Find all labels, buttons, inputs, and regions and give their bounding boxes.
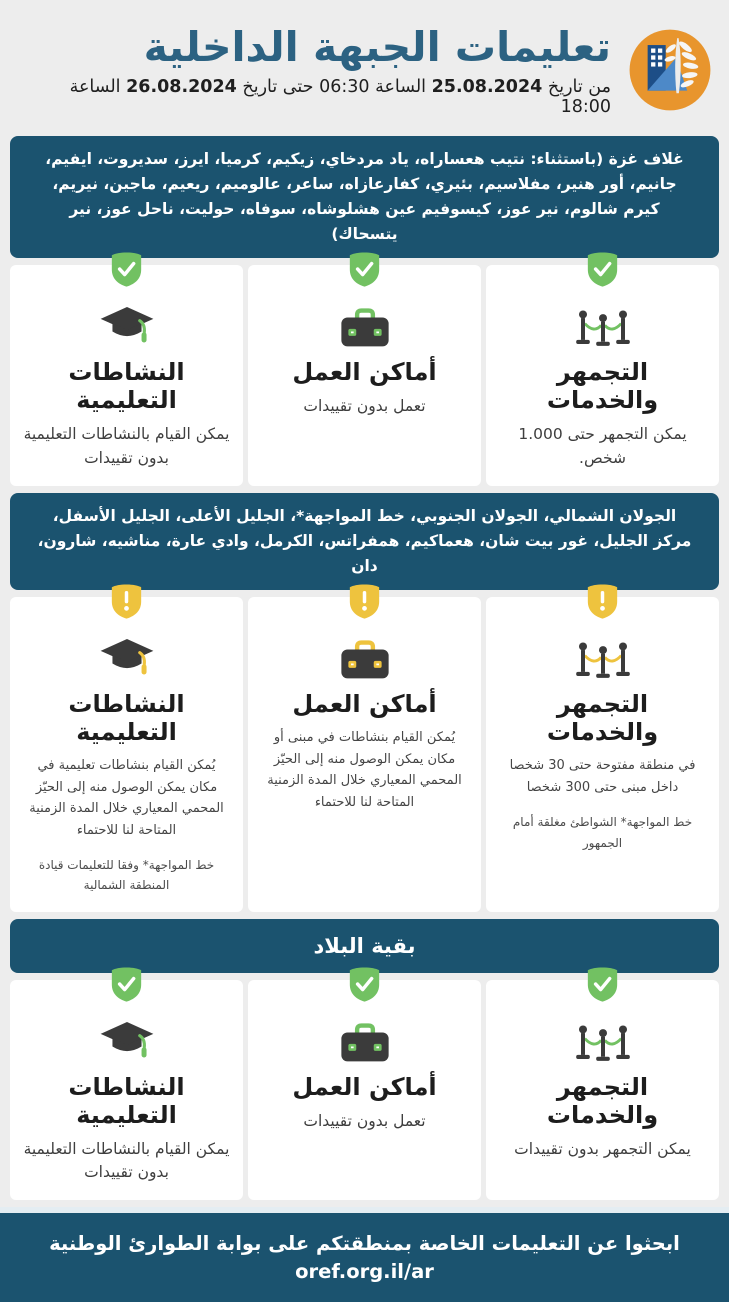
region-banner-north: الجولان الشمالي، الجولان الجنوبي، خط المواجهة*، الجليل الأعلى، الجليل الأسفل، مركز الجليل، غور بيت شان، هعماكيم، همفراتس، الكرمل، وادي عارة، مناشيه، شارون، دان <box>10 493 719 590</box>
check-badge-icon <box>498 966 707 1003</box>
date-to: 26.08.2024 <box>126 77 237 98</box>
footer-bar <box>0 1207 729 1302</box>
page-title: تعليمات الجبهة الداخلية <box>143 23 611 71</box>
card-note: خط المواجهة* وفقا للتعليمات قيادة المنطقة الشمالية <box>38 858 215 893</box>
card-gathering <box>486 265 719 486</box>
card-education <box>10 265 243 486</box>
card-description: يمكن التجمهر حتى 1.000 شخص. <box>518 425 687 467</box>
crowd-stanchions-icon <box>498 300 707 350</box>
card-description: تعمل بدون تقييدات <box>303 1111 426 1130</box>
card-title: أماكن العمل <box>292 1072 437 1101</box>
briefcase-icon <box>260 1015 469 1065</box>
card-description: يمكن التجمهر بدون تقييدات <box>514 1139 691 1158</box>
card-title: النشاطات التعليمية <box>68 690 185 747</box>
graduation-cap-icon <box>22 1015 231 1065</box>
card-description: يمكن القيام بالنشاطات التعليمية بدون تقييدات <box>23 425 230 467</box>
cards-row-north <box>10 597 719 912</box>
card-education <box>10 597 243 912</box>
exclamation-badge-icon <box>260 583 469 620</box>
graduation-cap-icon <box>22 300 231 350</box>
card-description: تعمل بدون تقييدات <box>303 397 426 416</box>
card-title: التجمهر والخدمات <box>546 690 659 747</box>
briefcase-icon <box>260 300 469 350</box>
card-gathering <box>486 597 719 912</box>
cards-row-rest <box>10 980 719 1201</box>
check-badge-icon <box>498 251 707 288</box>
card-gathering <box>486 980 719 1201</box>
check-badge-icon <box>22 966 231 1003</box>
briefcase-icon <box>260 632 469 682</box>
region-banner-gaza-envelope: غلاف غزة (باستثناء: نتيب هعساراه، ياد مردخاي، زيكيم، كرميا، ايرز، سديروت، ايفيم، جانيم، أور هنير، مفلاسيم، بئيري، كفارعازاه، ساعر، عالوميم، ريعيم، ماجين، نيريم، كيرم شالوم، نير عوز، كيسوفيم عين هشلوشاه، سوفاه، حوليت، ناحل عوز، نير يتسحاك) <box>10 136 719 258</box>
date-from-label: من تاريخ <box>547 77 611 98</box>
exclamation-badge-icon <box>498 583 707 620</box>
card-title: النشاطات التعليمية <box>68 358 185 415</box>
card-education <box>10 980 243 1201</box>
validity-dates <box>16 77 611 117</box>
check-badge-icon <box>22 251 231 288</box>
header <box>10 0 719 129</box>
card-title: النشاطات التعليمية <box>68 1072 185 1129</box>
card-title: التجمهر والخدمات <box>546 358 659 415</box>
date-end: الساعة 18:00 <box>69 77 611 118</box>
card-workplaces <box>248 597 481 912</box>
card-note: خط المواجهة* الشواطئ مغلقة أمام الجمهور <box>512 815 693 850</box>
card-title: التجمهر والخدمات <box>546 1072 659 1129</box>
card-title: أماكن العمل <box>292 690 437 719</box>
date-from: 25.08.2024 <box>431 77 543 98</box>
header-text <box>16 23 611 118</box>
card-description: يُمكن القيام بنشاطات في مبنى أو مكان يمكن الوصول منه إلى الحيّز المحمي المعياري خلال المدة الزمنية المتاحة لنا للاحتماء <box>267 730 462 810</box>
card-description: في منطقة مفتوحة حتى 30 شخصا داخل مبنى حتى 300 شخصا <box>509 758 696 795</box>
crowd-stanchions-icon <box>498 632 707 682</box>
cards-row-gaza <box>10 265 719 486</box>
exclamation-badge-icon <box>22 583 231 620</box>
check-badge-icon <box>260 251 469 288</box>
date-middle: الساعة 06:30 حتى تاريخ <box>242 77 427 98</box>
check-badge-icon <box>260 966 469 1003</box>
card-workplaces <box>248 980 481 1201</box>
card-workplaces <box>248 265 481 486</box>
graduation-cap-icon <box>22 632 231 682</box>
region-banner-rest-of-country: بقية البلاد <box>10 919 719 973</box>
card-title: أماكن العمل <box>292 358 437 387</box>
footer-url-link[interactable]: oref.org.il/ar <box>295 1259 434 1283</box>
crowd-stanchions-icon <box>498 1015 707 1065</box>
footer-text: ابحثوا عن التعليمات الخاصة بمنطقتكم على بوابة الطوارئ الوطنية <box>49 1232 680 1256</box>
card-description: يمكن القيام بالنشاطات التعليمية بدون تقييدات <box>23 1139 230 1182</box>
home-front-command-logo-icon <box>627 27 713 117</box>
card-description: يُمكن القيام بنشاطات تعليمية في مكان يمكن الوصول منه إلى الحيّز المحمي المعياري خلال المدة الزمنية المتاحة لنا للاحتماء <box>29 758 224 838</box>
